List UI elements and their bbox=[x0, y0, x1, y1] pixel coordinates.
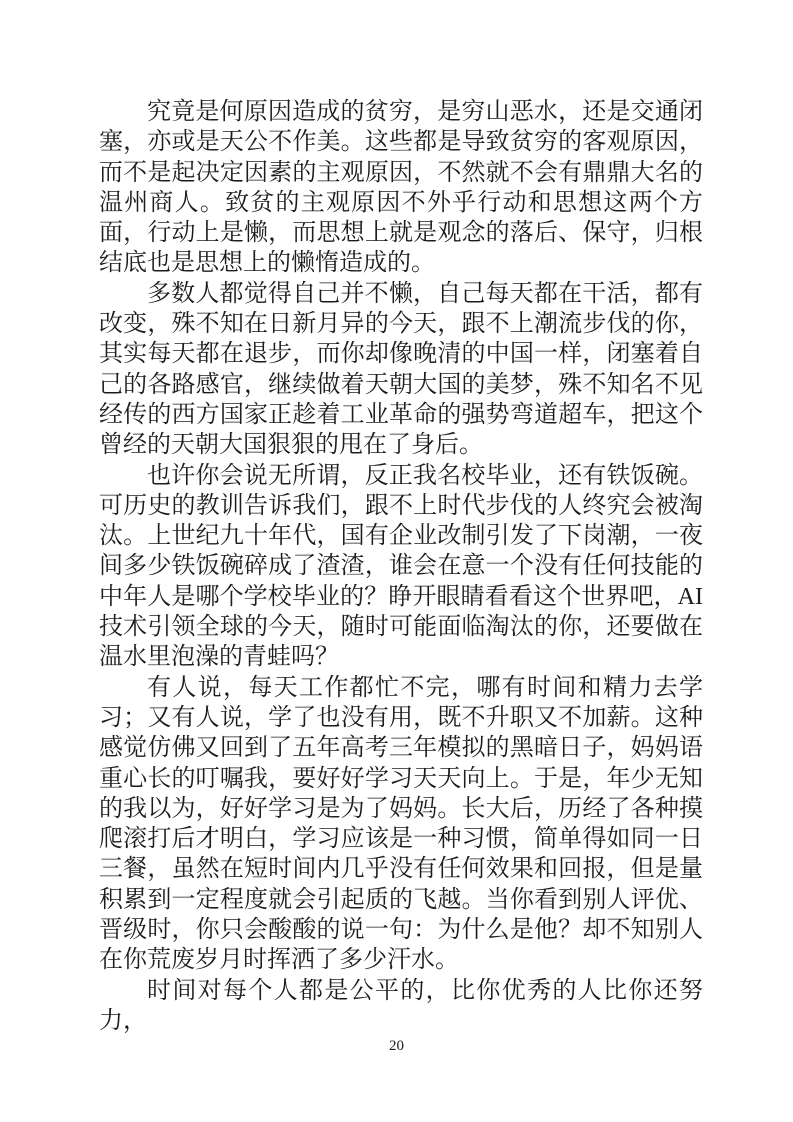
paragraph: 也许你会说无所谓，反正我名校毕业，还有铁饭碗。可历史的教训告诉我们，跟不上时代步伐的人终究会被淘汰。上世纪九十年代，国有企业改制引发了下岗潮，一夜间多少铁饭碗碎成了渣渣，谁会在意一个没有任何技能的中年人是哪个学校毕业的？睁开眼睛看看这个世界吧，AI 技术引领全球的今天，随时可能面临淘汰的你，还要做在温水里泡澡的青蛙吗？ bbox=[99, 462, 703, 671]
page-number: 20 bbox=[389, 1038, 404, 1054]
paragraph: 时间对每个人都是公平的，比你优秀的人比你还努力， bbox=[99, 977, 703, 1034]
paragraph: 究竟是何原因造成的贫穷，是穷山恶水，还是交通闭塞，亦或是天公不作美。这些都是导致贫穷的客观原因，而不是起决定因素的主观原因，不然就不会有鼎鼎大名的温州商人。致贫的主观原因不外乎行动和思想这两个方面，行动上是懒，而思想上就是观念的落后、保守，归根结底也是思想上的懒惰造成的。 bbox=[99, 99, 703, 277]
paragraph: 有人说，每天工作都忙不完，哪有时间和精力去学习；又有人说，学了也没有用，既不升职又不加薪。这种感觉仿佛又回到了五年高考三年模拟的黑暗日子，妈妈语重心长的叮嘱我，要好好学习天天向上。于是，年少无知的我以为，好好学习是为了妈妈。长大后，历经了各种摸爬滚打后才明白，学习应该是一种习惯，简单得如同一日三餐，虽然在短时间内几乎没有任何效果和回报，但是量积累到一定程度就会引起质的飞越。当你看到别人评优、晋级时，你只会酸酸的说一句：为什么是他？却不知别人在你荒废岁月时挥洒了多少汗水。 bbox=[99, 674, 703, 974]
paragraph: 多数人都觉得自己并不懒，自己每天都在干活，都有改变，殊不知在日新月异的今天，跟不上潮流步伐的你，其实每天都在退步，而你却像晚清的中国一样，闭塞着自己的各路感官，继续做着天朝大国的美梦，殊不知名不见经传的西方国家正趁着工业革命的强势弯道超车，把这个曾经的天朝大国狠狠的甩在了身后。 bbox=[99, 280, 703, 459]
text-body bbox=[99, 97, 703, 1036]
